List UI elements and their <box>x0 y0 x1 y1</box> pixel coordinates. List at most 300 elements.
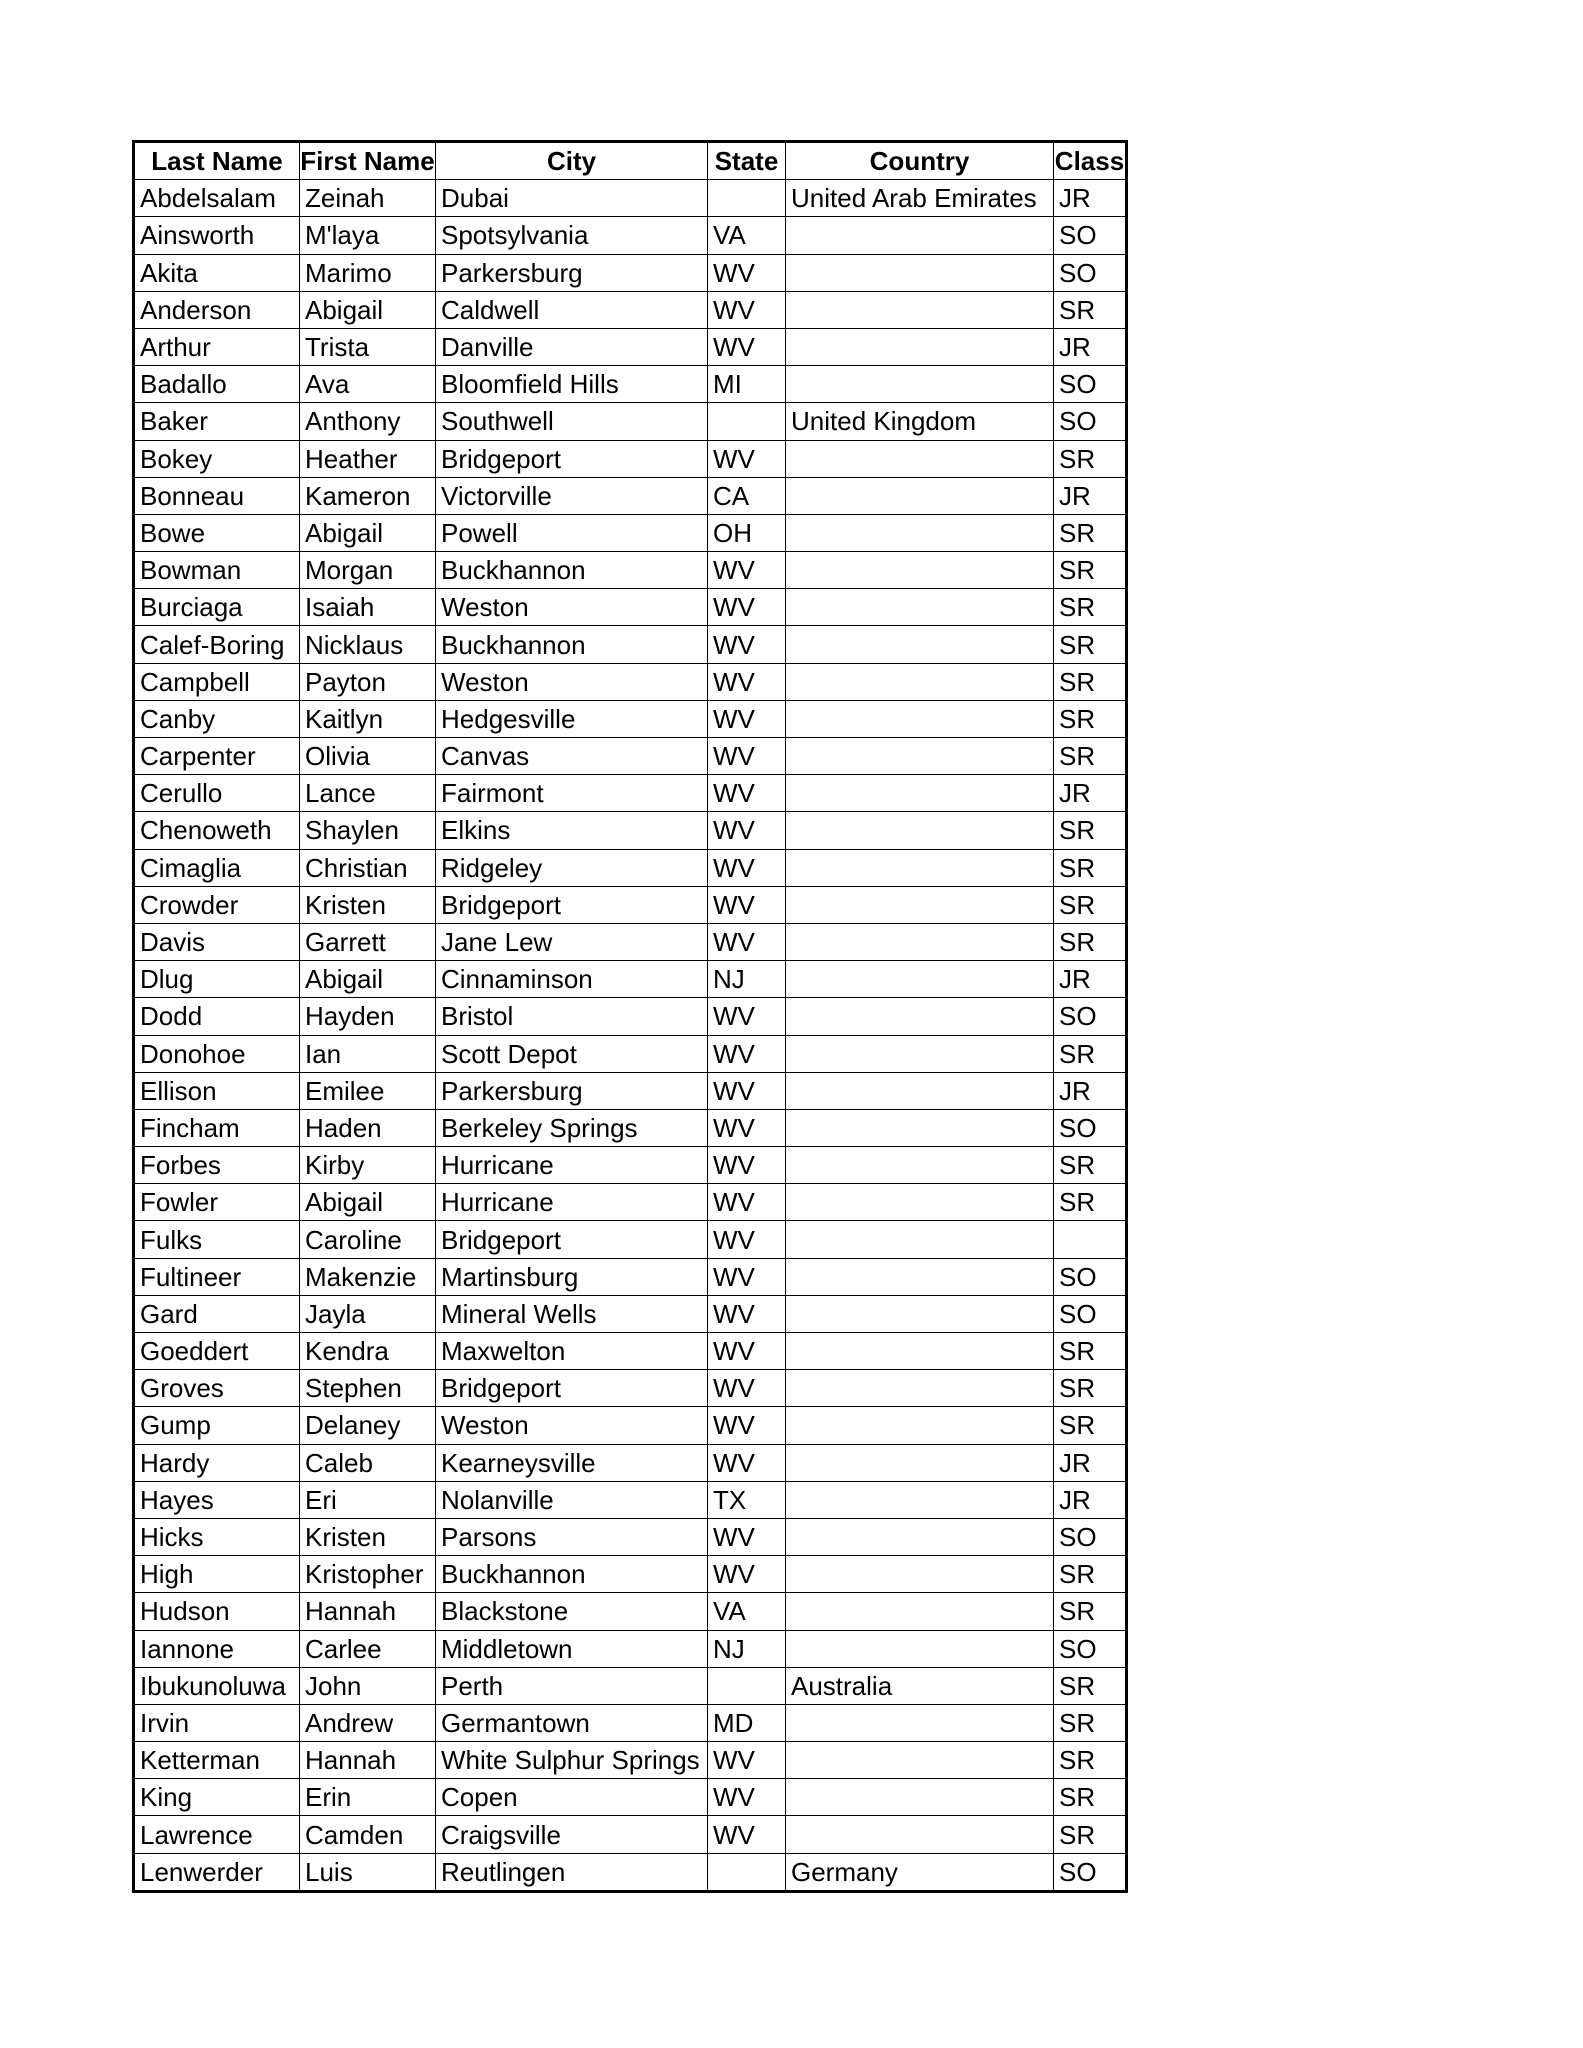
state-cell: NJ <box>708 1630 786 1667</box>
country-cell <box>786 1072 1054 1109</box>
last-name-cell: Calef-Boring <box>134 626 300 663</box>
state-cell: TX <box>708 1481 786 1518</box>
city-cell: Spotsylvania <box>436 217 708 254</box>
first-name-cell: Olivia <box>300 738 436 775</box>
class-cell: SO <box>1054 254 1127 291</box>
class-cell: SO <box>1054 1109 1127 1146</box>
first-name-cell: Abigail <box>300 961 436 998</box>
last-name-cell: Lenwerder <box>134 1853 300 1891</box>
class-cell: JR <box>1054 961 1127 998</box>
header-row <box>134 142 1127 180</box>
first-name-cell: Hayden <box>300 998 436 1035</box>
first-name-cell: Marimo <box>300 254 436 291</box>
country-cell <box>786 1333 1054 1370</box>
class-cell: SR <box>1054 514 1127 551</box>
state-cell: WV <box>708 1518 786 1555</box>
first-name-cell: Kristopher <box>300 1556 436 1593</box>
country-cell <box>786 1704 1054 1741</box>
table-row <box>134 1333 1127 1370</box>
state-cell: MI <box>708 366 786 403</box>
first-name-cell: Hannah <box>300 1742 436 1779</box>
city-cell: Reutlingen <box>436 1853 708 1891</box>
table-row <box>134 514 1127 551</box>
country-cell <box>786 1184 1054 1221</box>
last-name-cell: Chenoweth <box>134 812 300 849</box>
country-cell <box>786 291 1054 328</box>
state-cell: MD <box>708 1704 786 1741</box>
first-name-cell: Andrew <box>300 1704 436 1741</box>
table-row <box>134 1147 1127 1184</box>
country-cell <box>786 626 1054 663</box>
last-name-cell: Gard <box>134 1295 300 1332</box>
country-cell <box>786 775 1054 812</box>
first-name-cell: Abigail <box>300 1184 436 1221</box>
state-cell: WV <box>708 1407 786 1444</box>
city-cell: Parkersburg <box>436 1072 708 1109</box>
last-name-cell: Crowder <box>134 886 300 923</box>
first-name-cell: Erin <box>300 1779 436 1816</box>
state-cell: VA <box>708 217 786 254</box>
city-cell: Fairmont <box>436 775 708 812</box>
table-row <box>134 1444 1127 1481</box>
first-name-cell: John <box>300 1667 436 1704</box>
class-cell: SR <box>1054 738 1127 775</box>
state-cell: NJ <box>708 961 786 998</box>
last-name-cell: Campbell <box>134 663 300 700</box>
last-name-cell: Hayes <box>134 1481 300 1518</box>
class-cell: SR <box>1054 1704 1127 1741</box>
city-cell: Scott Depot <box>436 1035 708 1072</box>
country-cell <box>786 1370 1054 1407</box>
first-name-cell: Eri <box>300 1481 436 1518</box>
country-cell <box>786 1109 1054 1146</box>
country-cell <box>786 1518 1054 1555</box>
class-cell: JR <box>1054 477 1127 514</box>
first-name-cell: Kameron <box>300 477 436 514</box>
first-name-cell: Makenzie <box>300 1258 436 1295</box>
state-cell: WV <box>708 440 786 477</box>
country-cell <box>786 1258 1054 1295</box>
class-cell: JR <box>1054 180 1127 217</box>
class-cell: SR <box>1054 1147 1127 1184</box>
last-name-cell: Fulks <box>134 1221 300 1258</box>
table-row <box>134 1184 1127 1221</box>
city-cell: Blackstone <box>436 1593 708 1630</box>
city-cell: Bridgeport <box>436 886 708 923</box>
class-cell: SR <box>1054 1742 1127 1779</box>
class-cell: SO <box>1054 998 1127 1035</box>
last-name-cell: Ketterman <box>134 1742 300 1779</box>
country-cell <box>786 738 1054 775</box>
state-cell: WV <box>708 700 786 737</box>
country-cell <box>786 1295 1054 1332</box>
table-row <box>134 1518 1127 1555</box>
city-cell: Caldwell <box>436 291 708 328</box>
city-cell: Kearneysville <box>436 1444 708 1481</box>
last-name-cell: Bowe <box>134 514 300 551</box>
country-cell <box>786 552 1054 589</box>
state-cell: WV <box>708 775 786 812</box>
city-cell: Bridgeport <box>436 440 708 477</box>
last-name-cell: Dlug <box>134 961 300 998</box>
table-row <box>134 328 1127 365</box>
last-name-cell: Hardy <box>134 1444 300 1481</box>
country-cell <box>786 700 1054 737</box>
table-row <box>134 663 1127 700</box>
city-cell: Elkins <box>436 812 708 849</box>
country-cell <box>786 663 1054 700</box>
class-cell: SR <box>1054 1407 1127 1444</box>
first-name-cell: Garrett <box>300 923 436 960</box>
city-cell: Powell <box>436 514 708 551</box>
header-last-name: Last Name <box>134 142 300 180</box>
last-name-cell: Bokey <box>134 440 300 477</box>
table-row <box>134 775 1127 812</box>
class-cell: SR <box>1054 663 1127 700</box>
state-cell: WV <box>708 1370 786 1407</box>
class-cell: JR <box>1054 1444 1127 1481</box>
first-name-cell: Kristen <box>300 886 436 923</box>
state-cell: WV <box>708 328 786 365</box>
state-cell: WV <box>708 1295 786 1332</box>
class-cell: SR <box>1054 291 1127 328</box>
table-row <box>134 1072 1127 1109</box>
state-cell: WV <box>708 1147 786 1184</box>
table-row <box>134 1816 1127 1853</box>
country-cell: Germany <box>786 1853 1054 1891</box>
first-name-cell: Caleb <box>300 1444 436 1481</box>
table-row <box>134 440 1127 477</box>
first-name-cell: Camden <box>300 1816 436 1853</box>
city-cell: Victorville <box>436 477 708 514</box>
class-cell: SR <box>1054 589 1127 626</box>
last-name-cell: Fultineer <box>134 1258 300 1295</box>
class-cell: SO <box>1054 403 1127 440</box>
state-cell: WV <box>708 1072 786 1109</box>
class-cell: SO <box>1054 1518 1127 1555</box>
country-cell <box>786 923 1054 960</box>
class-cell: SR <box>1054 1184 1127 1221</box>
table-row <box>134 254 1127 291</box>
state-cell: WV <box>708 254 786 291</box>
class-cell: SR <box>1054 923 1127 960</box>
country-cell <box>786 589 1054 626</box>
first-name-cell: Kendra <box>300 1333 436 1370</box>
class-cell: SO <box>1054 366 1127 403</box>
city-cell: Perth <box>436 1667 708 1704</box>
first-name-cell: Christian <box>300 849 436 886</box>
state-cell: CA <box>708 477 786 514</box>
state-cell: WV <box>708 1444 786 1481</box>
last-name-cell: Goeddert <box>134 1333 300 1370</box>
city-cell: Hurricane <box>436 1147 708 1184</box>
state-cell: WV <box>708 1221 786 1258</box>
first-name-cell: Carlee <box>300 1630 436 1667</box>
header-class: Class <box>1054 142 1127 180</box>
first-name-cell: Nicklaus <box>300 626 436 663</box>
city-cell: Canvas <box>436 738 708 775</box>
first-name-cell: Shaylen <box>300 812 436 849</box>
state-cell: WV <box>708 1779 786 1816</box>
last-name-cell: Donohoe <box>134 1035 300 1072</box>
state-cell: WV <box>708 1184 786 1221</box>
state-cell: WV <box>708 738 786 775</box>
class-cell: SR <box>1054 1333 1127 1370</box>
city-cell: Weston <box>436 1407 708 1444</box>
last-name-cell: Carpenter <box>134 738 300 775</box>
state-cell <box>708 403 786 440</box>
first-name-cell: Jayla <box>300 1295 436 1332</box>
last-name-cell: Akita <box>134 254 300 291</box>
table-row <box>134 923 1127 960</box>
country-cell <box>786 1035 1054 1072</box>
table-row <box>134 886 1127 923</box>
last-name-cell: King <box>134 1779 300 1816</box>
first-name-cell: Ian <box>300 1035 436 1072</box>
table-row <box>134 217 1127 254</box>
city-cell: Cinnaminson <box>436 961 708 998</box>
country-cell <box>786 1779 1054 1816</box>
table-row <box>134 552 1127 589</box>
country-cell <box>786 514 1054 551</box>
state-cell: WV <box>708 886 786 923</box>
state-cell <box>708 180 786 217</box>
class-cell: SR <box>1054 626 1127 663</box>
header-country: Country <box>786 142 1054 180</box>
class-cell: SR <box>1054 1779 1127 1816</box>
state-cell: VA <box>708 1593 786 1630</box>
state-cell: WV <box>708 812 786 849</box>
first-name-cell: Heather <box>300 440 436 477</box>
last-name-cell: Fowler <box>134 1184 300 1221</box>
first-name-cell: Isaiah <box>300 589 436 626</box>
first-name-cell: Payton <box>300 663 436 700</box>
city-cell: Parsons <box>436 1518 708 1555</box>
table-row <box>134 180 1127 217</box>
first-name-cell: Abigail <box>300 291 436 328</box>
country-cell <box>786 328 1054 365</box>
city-cell: Berkeley Springs <box>436 1109 708 1146</box>
city-cell: Hedgesville <box>436 700 708 737</box>
city-cell: Mineral Wells <box>436 1295 708 1332</box>
table-row <box>134 1593 1127 1630</box>
city-cell: Bridgeport <box>436 1221 708 1258</box>
table-row <box>134 1258 1127 1295</box>
state-cell <box>708 1853 786 1891</box>
last-name-cell: Iannone <box>134 1630 300 1667</box>
last-name-cell: High <box>134 1556 300 1593</box>
class-cell: SR <box>1054 1667 1127 1704</box>
state-cell: WV <box>708 849 786 886</box>
table-row <box>134 1370 1127 1407</box>
table-row <box>134 1779 1127 1816</box>
table-row <box>134 1704 1127 1741</box>
first-name-cell: Kirby <box>300 1147 436 1184</box>
class-cell: SO <box>1054 1630 1127 1667</box>
first-name-cell: Delaney <box>300 1407 436 1444</box>
student-roster-table <box>132 140 1128 1893</box>
country-cell <box>786 998 1054 1035</box>
country-cell: Australia <box>786 1667 1054 1704</box>
last-name-cell: Ainsworth <box>134 217 300 254</box>
city-cell: Craigsville <box>436 1816 708 1853</box>
city-cell: Buckhannon <box>436 552 708 589</box>
table-row <box>134 626 1127 663</box>
last-name-cell: Forbes <box>134 1147 300 1184</box>
state-cell: WV <box>708 663 786 700</box>
last-name-cell: Badallo <box>134 366 300 403</box>
last-name-cell: Bowman <box>134 552 300 589</box>
class-cell: SO <box>1054 1853 1127 1891</box>
first-name-cell: Luis <box>300 1853 436 1891</box>
first-name-cell: Abigail <box>300 514 436 551</box>
state-cell: OH <box>708 514 786 551</box>
city-cell: Southwell <box>436 403 708 440</box>
first-name-cell: Hannah <box>300 1593 436 1630</box>
city-cell: Ridgeley <box>436 849 708 886</box>
class-cell <box>1054 1221 1127 1258</box>
state-cell: WV <box>708 552 786 589</box>
city-cell: Bristol <box>436 998 708 1035</box>
country-cell: United Arab Emirates <box>786 180 1054 217</box>
state-cell: WV <box>708 1816 786 1853</box>
country-cell <box>786 477 1054 514</box>
state-cell: WV <box>708 589 786 626</box>
city-cell: Copen <box>436 1779 708 1816</box>
state-cell <box>708 1667 786 1704</box>
table-row <box>134 1556 1127 1593</box>
last-name-cell: Fincham <box>134 1109 300 1146</box>
table-row <box>134 1109 1127 1146</box>
country-cell <box>786 1221 1054 1258</box>
state-cell: WV <box>708 1258 786 1295</box>
last-name-cell: Abdelsalam <box>134 180 300 217</box>
last-name-cell: Ibukunoluwa <box>134 1667 300 1704</box>
city-cell: Jane Lew <box>436 923 708 960</box>
class-cell: SR <box>1054 1556 1127 1593</box>
city-cell: White Sulphur Springs <box>436 1742 708 1779</box>
first-name-cell: Zeinah <box>300 180 436 217</box>
country-cell <box>786 217 1054 254</box>
city-cell: Weston <box>436 663 708 700</box>
table-row <box>134 812 1127 849</box>
last-name-cell: Hudson <box>134 1593 300 1630</box>
city-cell: Weston <box>436 589 708 626</box>
state-cell: WV <box>708 1333 786 1370</box>
state-cell: WV <box>708 1035 786 1072</box>
header-first-name: First Name <box>300 142 436 180</box>
first-name-cell: Morgan <box>300 552 436 589</box>
first-name-cell: Stephen <box>300 1370 436 1407</box>
country-cell <box>786 440 1054 477</box>
country-cell: United Kingdom <box>786 403 1054 440</box>
table-body <box>134 180 1127 1892</box>
last-name-cell: Gump <box>134 1407 300 1444</box>
country-cell <box>786 1593 1054 1630</box>
city-cell: Danville <box>436 328 708 365</box>
class-cell: SR <box>1054 1816 1127 1853</box>
state-cell: WV <box>708 1742 786 1779</box>
country-cell <box>786 1407 1054 1444</box>
last-name-cell: Davis <box>134 923 300 960</box>
city-cell: Buckhannon <box>436 1556 708 1593</box>
table-row <box>134 1853 1127 1891</box>
first-name-cell: Kaitlyn <box>300 700 436 737</box>
table-row <box>134 961 1127 998</box>
city-cell: Maxwelton <box>436 1333 708 1370</box>
first-name-cell: Lance <box>300 775 436 812</box>
table-row <box>134 1630 1127 1667</box>
last-name-cell: Anderson <box>134 291 300 328</box>
last-name-cell: Canby <box>134 700 300 737</box>
country-cell <box>786 1742 1054 1779</box>
state-cell: WV <box>708 1556 786 1593</box>
city-cell: Parkersburg <box>436 254 708 291</box>
last-name-cell: Groves <box>134 1370 300 1407</box>
class-cell: SR <box>1054 1593 1127 1630</box>
header-state: State <box>708 142 786 180</box>
class-cell: SR <box>1054 1370 1127 1407</box>
table-row <box>134 998 1127 1035</box>
class-cell: SR <box>1054 812 1127 849</box>
class-cell: SO <box>1054 1295 1127 1332</box>
last-name-cell: Cerullo <box>134 775 300 812</box>
class-cell: SR <box>1054 849 1127 886</box>
first-name-cell: Caroline <box>300 1221 436 1258</box>
last-name-cell: Hicks <box>134 1518 300 1555</box>
class-cell: SR <box>1054 440 1127 477</box>
table-row <box>134 589 1127 626</box>
table-row <box>134 403 1127 440</box>
first-name-cell: Haden <box>300 1109 436 1146</box>
state-cell: WV <box>708 626 786 663</box>
class-cell: JR <box>1054 1481 1127 1518</box>
class-cell: SR <box>1054 700 1127 737</box>
state-cell: WV <box>708 1109 786 1146</box>
first-name-cell: M'laya <box>300 217 436 254</box>
country-cell <box>786 366 1054 403</box>
country-cell <box>786 1444 1054 1481</box>
state-cell: WV <box>708 291 786 328</box>
state-cell: WV <box>708 998 786 1035</box>
class-cell: SR <box>1054 886 1127 923</box>
country-cell <box>786 254 1054 291</box>
country-cell <box>786 1630 1054 1667</box>
table-row <box>134 291 1127 328</box>
class-cell: SR <box>1054 1035 1127 1072</box>
first-name-cell: Ava <box>300 366 436 403</box>
country-cell <box>786 812 1054 849</box>
city-cell: Dubai <box>436 180 708 217</box>
class-cell: SO <box>1054 1258 1127 1295</box>
first-name-cell: Anthony <box>300 403 436 440</box>
city-cell: Buckhannon <box>436 626 708 663</box>
last-name-cell: Irvin <box>134 1704 300 1741</box>
header-city: City <box>436 142 708 180</box>
table-row <box>134 1667 1127 1704</box>
country-cell <box>786 886 1054 923</box>
country-cell <box>786 1481 1054 1518</box>
table-row <box>134 1407 1127 1444</box>
last-name-cell: Lawrence <box>134 1816 300 1853</box>
city-cell: Martinsburg <box>436 1258 708 1295</box>
table-row <box>134 738 1127 775</box>
table-row <box>134 366 1127 403</box>
class-cell: JR <box>1054 1072 1127 1109</box>
city-cell: Nolanville <box>436 1481 708 1518</box>
last-name-cell: Ellison <box>134 1072 300 1109</box>
class-cell: JR <box>1054 328 1127 365</box>
